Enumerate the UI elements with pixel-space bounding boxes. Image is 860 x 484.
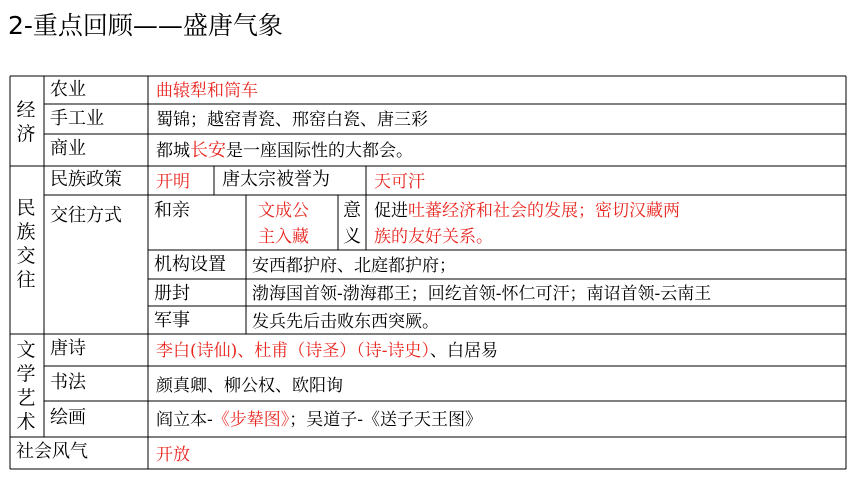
value-calligraphy: 颜真卿、柳公权、欧阳询 — [156, 376, 343, 396]
label-heqin: 和亲 — [154, 200, 190, 221]
label-commerce: 商业 — [50, 138, 86, 159]
label-conferment: 册封 — [154, 283, 190, 304]
value-painting: 阎立本-《步辇图》；吴道子-《送子天王图》 — [156, 410, 482, 430]
label-poetry: 唐诗 — [50, 338, 86, 359]
label-painting: 绘画 — [50, 407, 86, 428]
label-honor: 唐太宗被誉为 — [222, 169, 330, 190]
category-arts: 文 学 艺 术 — [16, 339, 36, 433]
value-meaning: 促进吐蕃经济和社会的发展；密切汉藏两 族的友好关系。 — [374, 201, 680, 247]
category-economy: 经 济 — [16, 99, 36, 145]
value-social-ethos: 开放 — [156, 445, 190, 465]
value-honor: 天可汗 — [374, 172, 425, 192]
label-meaning: 意 义 — [343, 200, 361, 247]
label-military: 军事 — [154, 310, 190, 331]
value-handicraft: 蜀锦；越窑青瓷、邢窑白瓷、唐三彩 — [156, 110, 428, 130]
value-conferment: 渤海国首领-渤海郡王；回纥首领-怀仁可汗；南诏首领-云南王 — [252, 284, 712, 304]
label-calligraphy: 书法 — [50, 372, 86, 393]
label-handicraft: 手工业 — [50, 108, 104, 129]
category-ethnic: 民 族 交 往 — [16, 197, 36, 291]
value-commerce: 都城长安是一座国际性的大都会。 — [156, 140, 413, 161]
value-ethnic-policy: 开明 — [156, 172, 190, 192]
label-exchange: 交往方式 — [50, 205, 122, 226]
label-social-ethos: 社会风气 — [16, 441, 88, 462]
value-military: 发兵先后击败东西突厥。 — [252, 312, 439, 332]
page-title: 2-重点回顾——盛唐气象 — [8, 11, 283, 40]
value-princess: 文成公 主入藏 — [258, 201, 309, 247]
value-institutions: 安西都护府、北庭都护府； — [252, 256, 456, 276]
label-ethnic-policy: 民族政策 — [50, 169, 122, 190]
label-agriculture: 农业 — [50, 79, 86, 100]
value-poetry: 李白(诗仙)、杜甫（诗圣）（诗-诗史）、白居易 — [156, 341, 499, 361]
label-institutions: 机构设置 — [154, 254, 226, 275]
value-agriculture: 曲辕犁和筒车 — [156, 81, 258, 101]
